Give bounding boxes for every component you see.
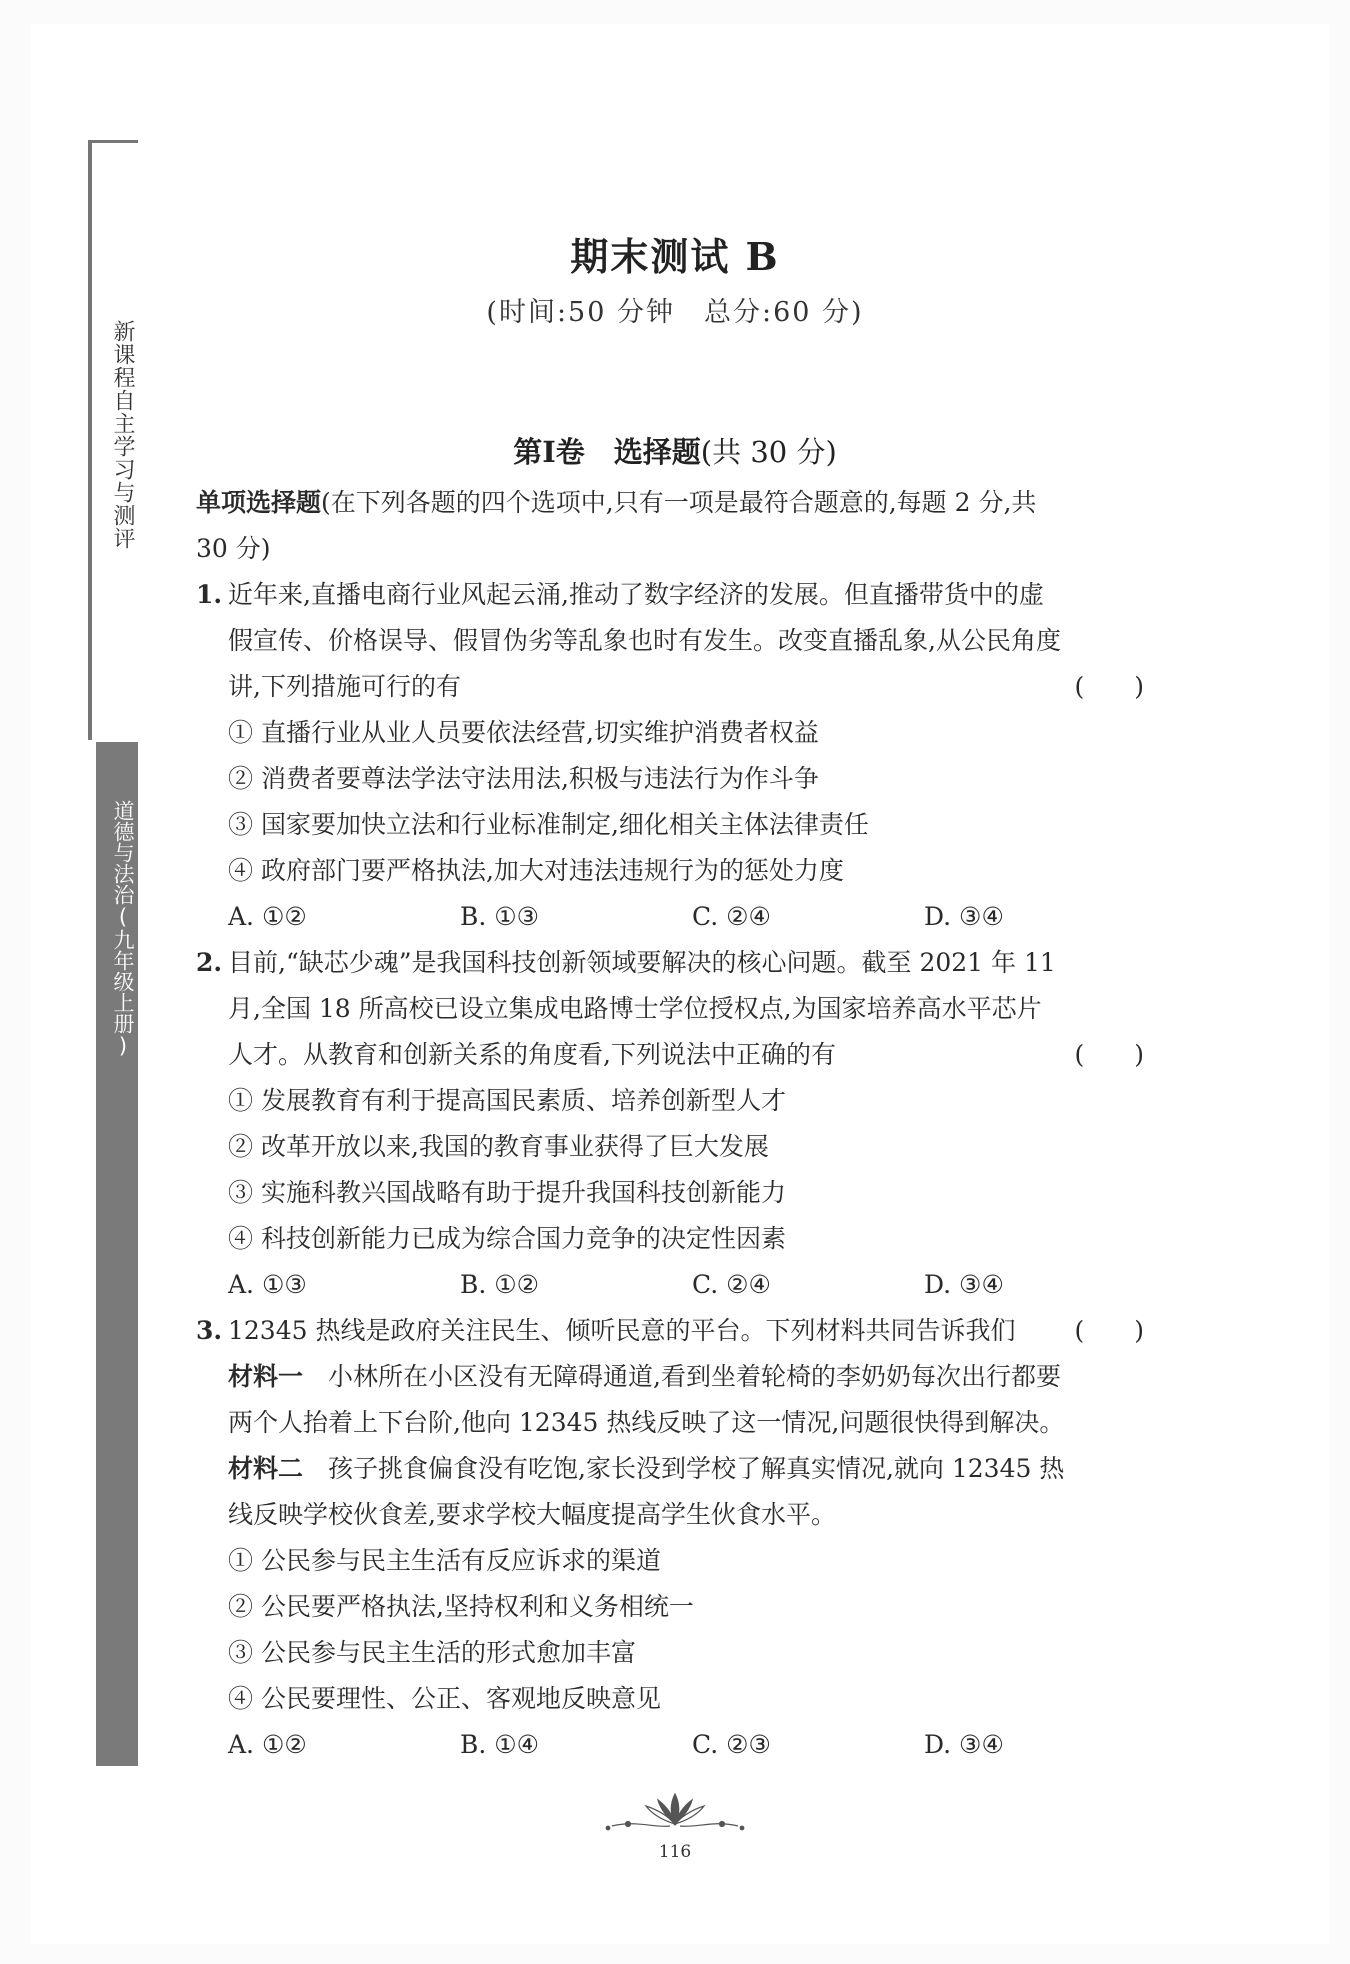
material-1-line-2: 两个人抬着上下台阶,他向 12345 热线反映了这一情况,问题很快得到解决。 <box>228 1408 1065 1437</box>
page-number: 116 <box>658 1842 692 1862</box>
question-1-option: ① 直播行业从业人员要依法经营,切实维护消费者权益 <box>228 718 819 747</box>
sidebar-rule-top <box>88 140 138 143</box>
instruction-line-2 <box>196 526 1156 572</box>
answer-blank: ( ) <box>1074 672 1144 701</box>
question-1-stem-line-3 <box>196 664 1156 710</box>
question-1-option: ③ 国家要加快立法和行业标准制定,细化相关主体法律责任 <box>228 810 869 839</box>
answer-blank: ( ) <box>1074 1316 1144 1345</box>
instruction-line-1 <box>196 480 1156 526</box>
question-2-stem-line-1 <box>196 940 1156 986</box>
instruction-label: 单项选择题 <box>196 488 322 517</box>
question-2-answers <box>196 1262 1156 1308</box>
answer-choice-d: D. ③④ <box>924 1270 1004 1299</box>
question-2-option: ① 发展教育有利于提高国民素质、培养创新型人才 <box>228 1086 786 1115</box>
answer-choice-c: C. ②④ <box>692 1270 771 1299</box>
question-2-stem-text: 月,全国 18 所高校已设立集成电路博士学位授权点,为国家培养高水平芯片 <box>228 994 1042 1023</box>
question-3-option: ③ 公民参与民主生活的形式愈加丰富 <box>228 1638 636 1667</box>
answer-choice-a: A. ①② <box>228 902 307 931</box>
instruction-text-1: (在下列各题的四个选项中,只有一项是最符合题意的,每题 2 分,共 <box>321 488 1037 517</box>
sidebar-series-title: 新课程自主学习与测评 <box>110 320 135 550</box>
question-1-stem-line-2 <box>196 618 1156 664</box>
section-title <box>0 430 1350 471</box>
instruction-text-2: 30 分) <box>196 534 271 563</box>
material-1-label: 材料一 <box>228 1362 304 1391</box>
question-3-stem-line-1 <box>196 1308 1156 1354</box>
question-1-stem-text: 假宣传、价格误导、假冒伪劣等乱象也时有发生。改变直播乱象,从公民角度 <box>228 626 1061 655</box>
answer-choice-b: B. ①④ <box>460 1730 540 1759</box>
answer-choice-d: D. ③④ <box>924 902 1004 931</box>
question-1-answers <box>196 894 1156 940</box>
answer-choice-b: B. ①③ <box>460 902 540 931</box>
section-title-main: 第Ⅰ卷 选择题 <box>513 435 701 469</box>
question-1-stem-text: 讲,下列措施可行的有 <box>228 672 461 701</box>
question-2-option: ② 改革开放以来,我国的教育事业获得了巨大发展 <box>228 1132 769 1161</box>
question-3-option: ④ 公民要理性、公正、客观地反映意见 <box>228 1684 661 1713</box>
question-1-stem-text: 近年来,直播电商行业风起云涌,推动了数字经济的发展。但直播带货中的虚 <box>228 580 1044 609</box>
question-1-number: 1. <box>196 580 223 609</box>
page-title: 期末测试 B <box>570 234 780 279</box>
answer-choice-a: A. ①② <box>228 1730 307 1759</box>
question-2-stem-text: 目前,“缺芯少魂”是我国科技创新领域要解决的核心问题。截至 2021 年 11 <box>228 948 1056 977</box>
question-2-option: ③ 实施科教兴国战略有助于提升我国科技创新能力 <box>228 1178 786 1207</box>
question-3-stem-text: 12345 热线是政府关注民生、倾听民意的平台。下列材料共同告诉我们 <box>228 1316 1016 1345</box>
question-3-option: ② 公民要严格执法,坚持权利和义务相统一 <box>228 1592 694 1621</box>
question-3-option: ① 公民参与民主生活有反应诉求的渠道 <box>228 1546 661 1575</box>
answer-blank: ( ) <box>1074 1040 1144 1069</box>
page-subtitle: (时间:50 分钟 总分:60 分) <box>486 297 864 328</box>
answer-choice-a: A. ①③ <box>228 1270 307 1299</box>
answer-choice-b: B. ①② <box>460 1270 540 1299</box>
question-1-option: ④ 政府部门要严格执法,加大对违法违规行为的惩处力度 <box>228 856 844 885</box>
material-2-label: 材料二 <box>228 1454 304 1483</box>
answer-choice-d: D. ③④ <box>924 1730 1004 1759</box>
material-2-line-2: 线反映学校伙食差,要求学校大幅度提高学生伙食水平。 <box>228 1500 836 1529</box>
sidebar-subject-label: 道德与法治(九年级上册) <box>111 800 135 1058</box>
question-2-stem-line-3 <box>196 1032 1156 1078</box>
question-2-stem-text: 人才。从教育和创新关系的角度看,下列说法中正确的有 <box>228 1040 836 1069</box>
question-2-number: 2. <box>196 948 223 977</box>
question-3-number: 3. <box>196 1316 223 1345</box>
material-2-line-1 <box>196 1446 1156 1492</box>
question-1-stem-line-1 <box>196 572 1156 618</box>
material-1-line-1 <box>196 1354 1156 1400</box>
question-1-option: ② 消费者要尊法学法守法用法,积极与违法行为作斗争 <box>228 764 819 793</box>
question-2-option: ④ 科技创新能力已成为综合国力竞争的决定性因素 <box>228 1224 786 1253</box>
material-2-text: 孩子挑食偏食没有吃饱,家长没到学校了解真实情况,就向 12345 热 <box>303 1454 1065 1483</box>
question-2-stem-line-2 <box>196 986 1156 1032</box>
floral-ornament-icon <box>600 1790 750 1840</box>
answer-choice-c: C. ②③ <box>692 1730 771 1759</box>
question-3-answers <box>196 1722 1156 1768</box>
section-title-score: (共 30 分) <box>700 435 837 469</box>
answer-choice-c: C. ②④ <box>692 902 771 931</box>
question-content <box>196 480 1156 1768</box>
material-1-text: 小林所在小区没有无障碍通道,看到坐着轮椅的李奶奶每次出行都要 <box>303 1362 1061 1391</box>
